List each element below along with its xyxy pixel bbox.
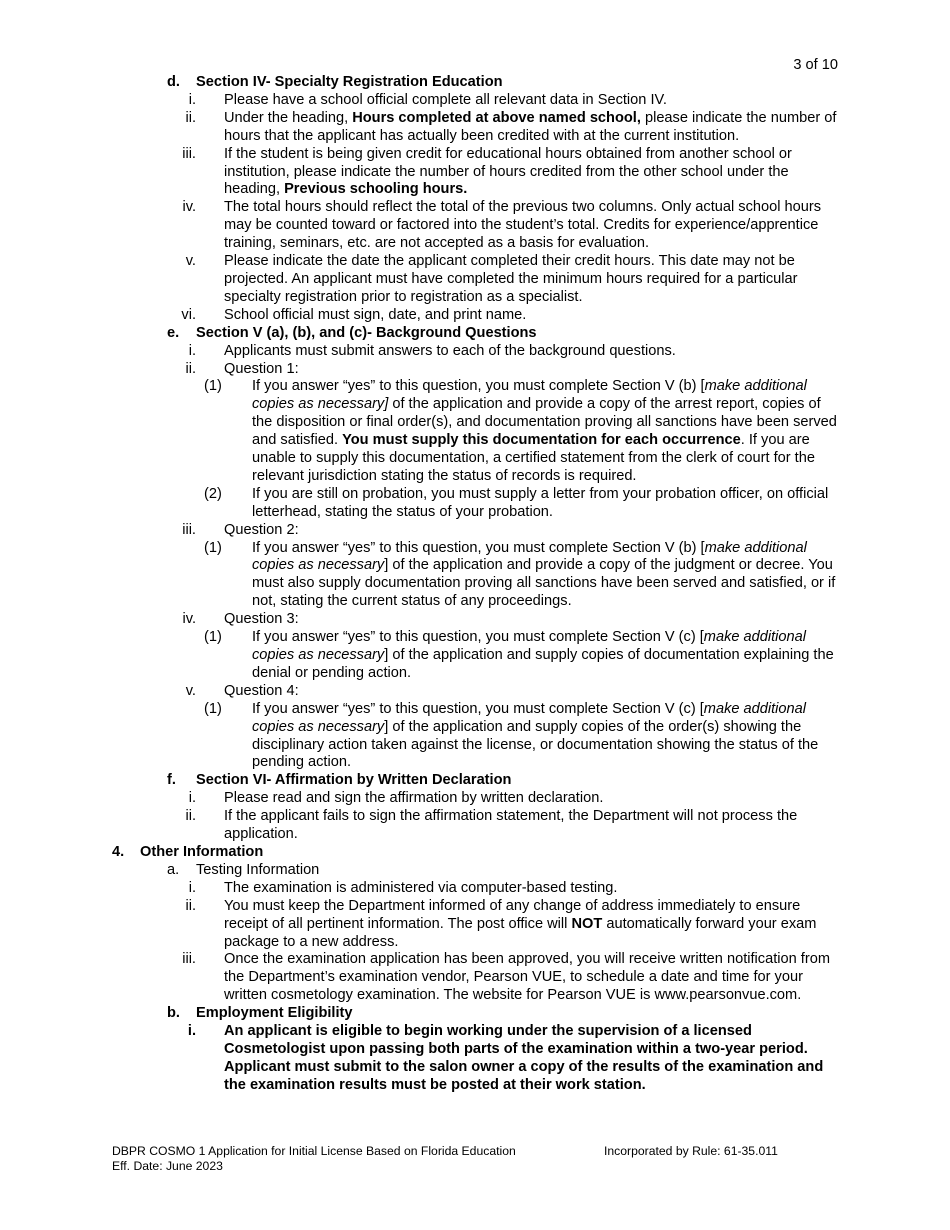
document-body [0,74,950,1095]
outline-item [0,683,950,701]
outline-item [0,307,950,325]
text-run: Question 1: [224,360,299,377]
outline-item [0,199,950,253]
outline-item-text [252,540,842,612]
outline-item-text [224,92,842,110]
outline-item-label: i. [188,342,196,359]
outline-item-label: iv. [182,611,196,628]
text-run: Section V (a), (b), and (c)- Background Questions [196,324,537,341]
page-footer [112,1144,832,1174]
text-run: Please indicate the date the applicant completed their credit hours. This date may not be projected. An applicant must have completed the minimum hours required for a particular specialty registration prior to registration as a specialist. [224,253,798,305]
footer-form-title: DBPR COSMO 1 Application for Initial License Based on Florida Education [112,1144,516,1158]
text-run: Other Information [140,843,264,860]
outline-item-text [224,808,842,844]
outline-item [0,772,950,790]
outline-item-text [196,74,842,92]
outline-item [0,343,950,361]
outline-item-text [196,772,842,790]
outline-item [0,898,950,952]
outline-item-label: i. [188,879,196,896]
text-run: Once the examination application has been approved, you will receive written notification from the Department’s examination vendor, Pearson VUE, to schedule a date and time for your written cosmetology examination. The website for Pearson VUE is www.pearsonvue.com. [224,951,830,1004]
outline-item [0,253,950,307]
outline-item-label: 4. [112,843,125,860]
outline-item [0,540,950,612]
outline-item-text [224,253,842,307]
outline-item-text [224,522,842,540]
outline-item [0,361,950,379]
outline-item [0,92,950,110]
text-run: If you answer “yes” to this question, you must complete Section V (b) [ [252,539,705,556]
text-run: ] of the application and supply copies of the order(s) showing the disciplinary action taken against the license, or documentation showing the status of the pending action. [252,718,819,771]
text-run: Question 4: [224,682,299,699]
text-run: If you are still on probation, you must supply a letter from your probation officer, on official letterhead, stating the status of your probation. [252,485,829,520]
outline-item [0,1005,950,1023]
footer-rule: Incorporated by Rule: 61-35.011 [604,1144,778,1158]
outline-item-text [224,307,842,325]
outline-item-text [252,378,842,485]
text-run: You must supply this documentation for each occurrence [342,432,741,449]
outline-item-label: (1) [204,539,222,556]
outline-item [0,862,950,880]
outline-item-label: e. [167,324,180,341]
outline-item [0,880,950,898]
outline-item [0,74,950,92]
outline-item-text [224,199,842,253]
outline-item-text [140,844,840,862]
outline-item-text [224,146,842,200]
text-run: An applicant is eligible to begin working under the supervision of a licensed Cosmetologist upon passing both parts of the examination within a two-year period. Applicant must submit to the salon owner a copy of the results of the examination and the examination results must be posted at their work station. [224,1023,824,1093]
text-run: ] of the application and provide a copy of the judgment or decree. You must also supply documentation proving all sanctions have been served and satisfied, or if not, stating the current status of any proceedings. [252,557,836,610]
outline-item [0,951,950,1005]
text-run: automatically forward your exam package to a new address. [224,915,817,950]
outline-item-label: (1) [204,378,222,395]
outline-item-label: iv. [182,199,196,216]
text-run: . If you are unable to supply this documentation, a certified statement from the clerk of court for the relevant jurisdiction stating the status of records is required. [252,432,815,484]
text-run: You must keep the Department informed of any change of address immediately to ensure receipt of all pertinent information. The post office will [224,897,801,932]
text-run: If you answer “yes” to this question, you must complete Section V (b) [ [252,378,705,395]
text-run: Employment Eligibility [196,1005,353,1022]
page-number: 3 of 10 [793,57,838,73]
outline-item-label: ii. [185,808,196,825]
outline-item-text [252,629,842,683]
text-run: Question 2: [224,521,299,538]
text-run: Under the heading, [224,109,353,126]
footer-eff-date: Eff. Date: June 2023 [112,1159,223,1173]
outline-item-label: i. [188,790,196,807]
outline-item-text [224,1023,842,1095]
outline-item [0,844,950,862]
outline-item-text [224,790,842,808]
outline-item-text [224,110,842,146]
outline-item-label: iii. [182,951,196,968]
outline-item [0,486,950,522]
outline-item-text [224,361,842,379]
text-run: Applicants must submit answers to each of the background questions. [224,342,676,359]
outline-item-label: i. [188,91,196,108]
text-run: Question 3: [224,611,299,628]
text-run: If the applicant fails to sign the affirmation statement, the Department will not process the application. [224,808,798,843]
text-run: Previous schooling hours. [284,181,468,198]
text-run: make additional copies as necessary [252,629,807,663]
text-run: Hours completed at above named school, [352,109,641,126]
text-run: Section VI- Affirmation by Written Declaration [196,772,512,789]
text-run: make additional copies as necessary] [252,378,807,413]
outline-item-text [224,343,842,361]
outline-item [0,1023,950,1095]
outline-item [0,110,950,146]
outline-item-text [224,683,842,701]
text-run: The examination is administered via computer-based testing. [224,879,618,896]
outline-item [0,611,950,629]
outline-item-label: vi. [181,306,196,323]
outline-item-text [224,951,842,1005]
outline-item-text [224,880,842,898]
outline-item-label: f. [167,772,176,789]
text-run: make additional copies as necessary [252,539,807,574]
outline-item-label: v. [185,253,196,270]
outline-item-text [252,701,842,773]
outline-item-text [224,611,842,629]
outline-item-label: d. [167,74,180,90]
outline-item [0,790,950,808]
outline-item-label: iii. [182,145,196,162]
text-run: The total hours should reflect the total of the previous two columns. Only actual school hours may be counted toward or factored into the student’s total. Credits for experience/apprentice training, seminars, etc. are not accepted as a basis for evaluation. [224,199,822,252]
outline-item [0,146,950,200]
text-run: please indicate the number of hours that the applicant has actually been credited with at the current institution. [224,109,837,144]
text-run: Section IV- Specialty Registration Education [196,74,503,90]
outline-item-label: v. [185,682,196,699]
outline-item-label: a. [167,861,180,878]
outline-item-label: b. [167,1005,180,1022]
outline-item-label: ii. [185,360,196,377]
outline-item [0,808,950,844]
outline-item-label: (2) [204,485,222,502]
text-run: Please have a school official complete all relevant data in Section IV. [224,91,667,108]
outline-item-text [224,898,842,952]
outline-item [0,701,950,773]
outline-item-text [252,486,842,522]
text-run: make additional copies as necessary [252,700,807,735]
text-run: If the student is being given credit for educational hours obtained from another school or institution, please indicate the number of hours credited from the other school under the heading, [224,145,792,198]
text-run: of the application and provide a copy of the arrest report, copies of the disposition or final order(s), and documentation proving all sanctions have been served and satisfied. [252,396,837,449]
text-run: Testing Information [196,861,320,878]
outline-item-text [196,862,842,880]
outline-item-text [196,325,842,343]
text-run: School official must sign, date, and print name. [224,306,527,323]
outline-item [0,522,950,540]
text-run: If you answer “yes” to this question, you must complete Section V (c) [ [252,629,704,646]
text-run: Please read and sign the affirmation by written declaration. [224,790,604,807]
outline-item-label: (1) [204,700,222,717]
outline-item-label: i. [187,1023,196,1040]
outline-item-label: (1) [204,629,222,646]
outline-item-label: iii. [182,521,196,538]
text-run: ] of the application and supply copies of documentation explaining the denial or pending action. [252,647,834,681]
outline-item-label: ii. [185,109,196,126]
outline-item [0,629,950,683]
outline-item-text [196,1005,842,1023]
outline-item [0,325,950,343]
outline-item [0,378,950,485]
text-run: If you answer “yes” to this question, you must complete Section V (c) [ [252,700,704,717]
text-run: NOT [571,915,603,932]
outline-item-label: ii. [185,897,196,914]
